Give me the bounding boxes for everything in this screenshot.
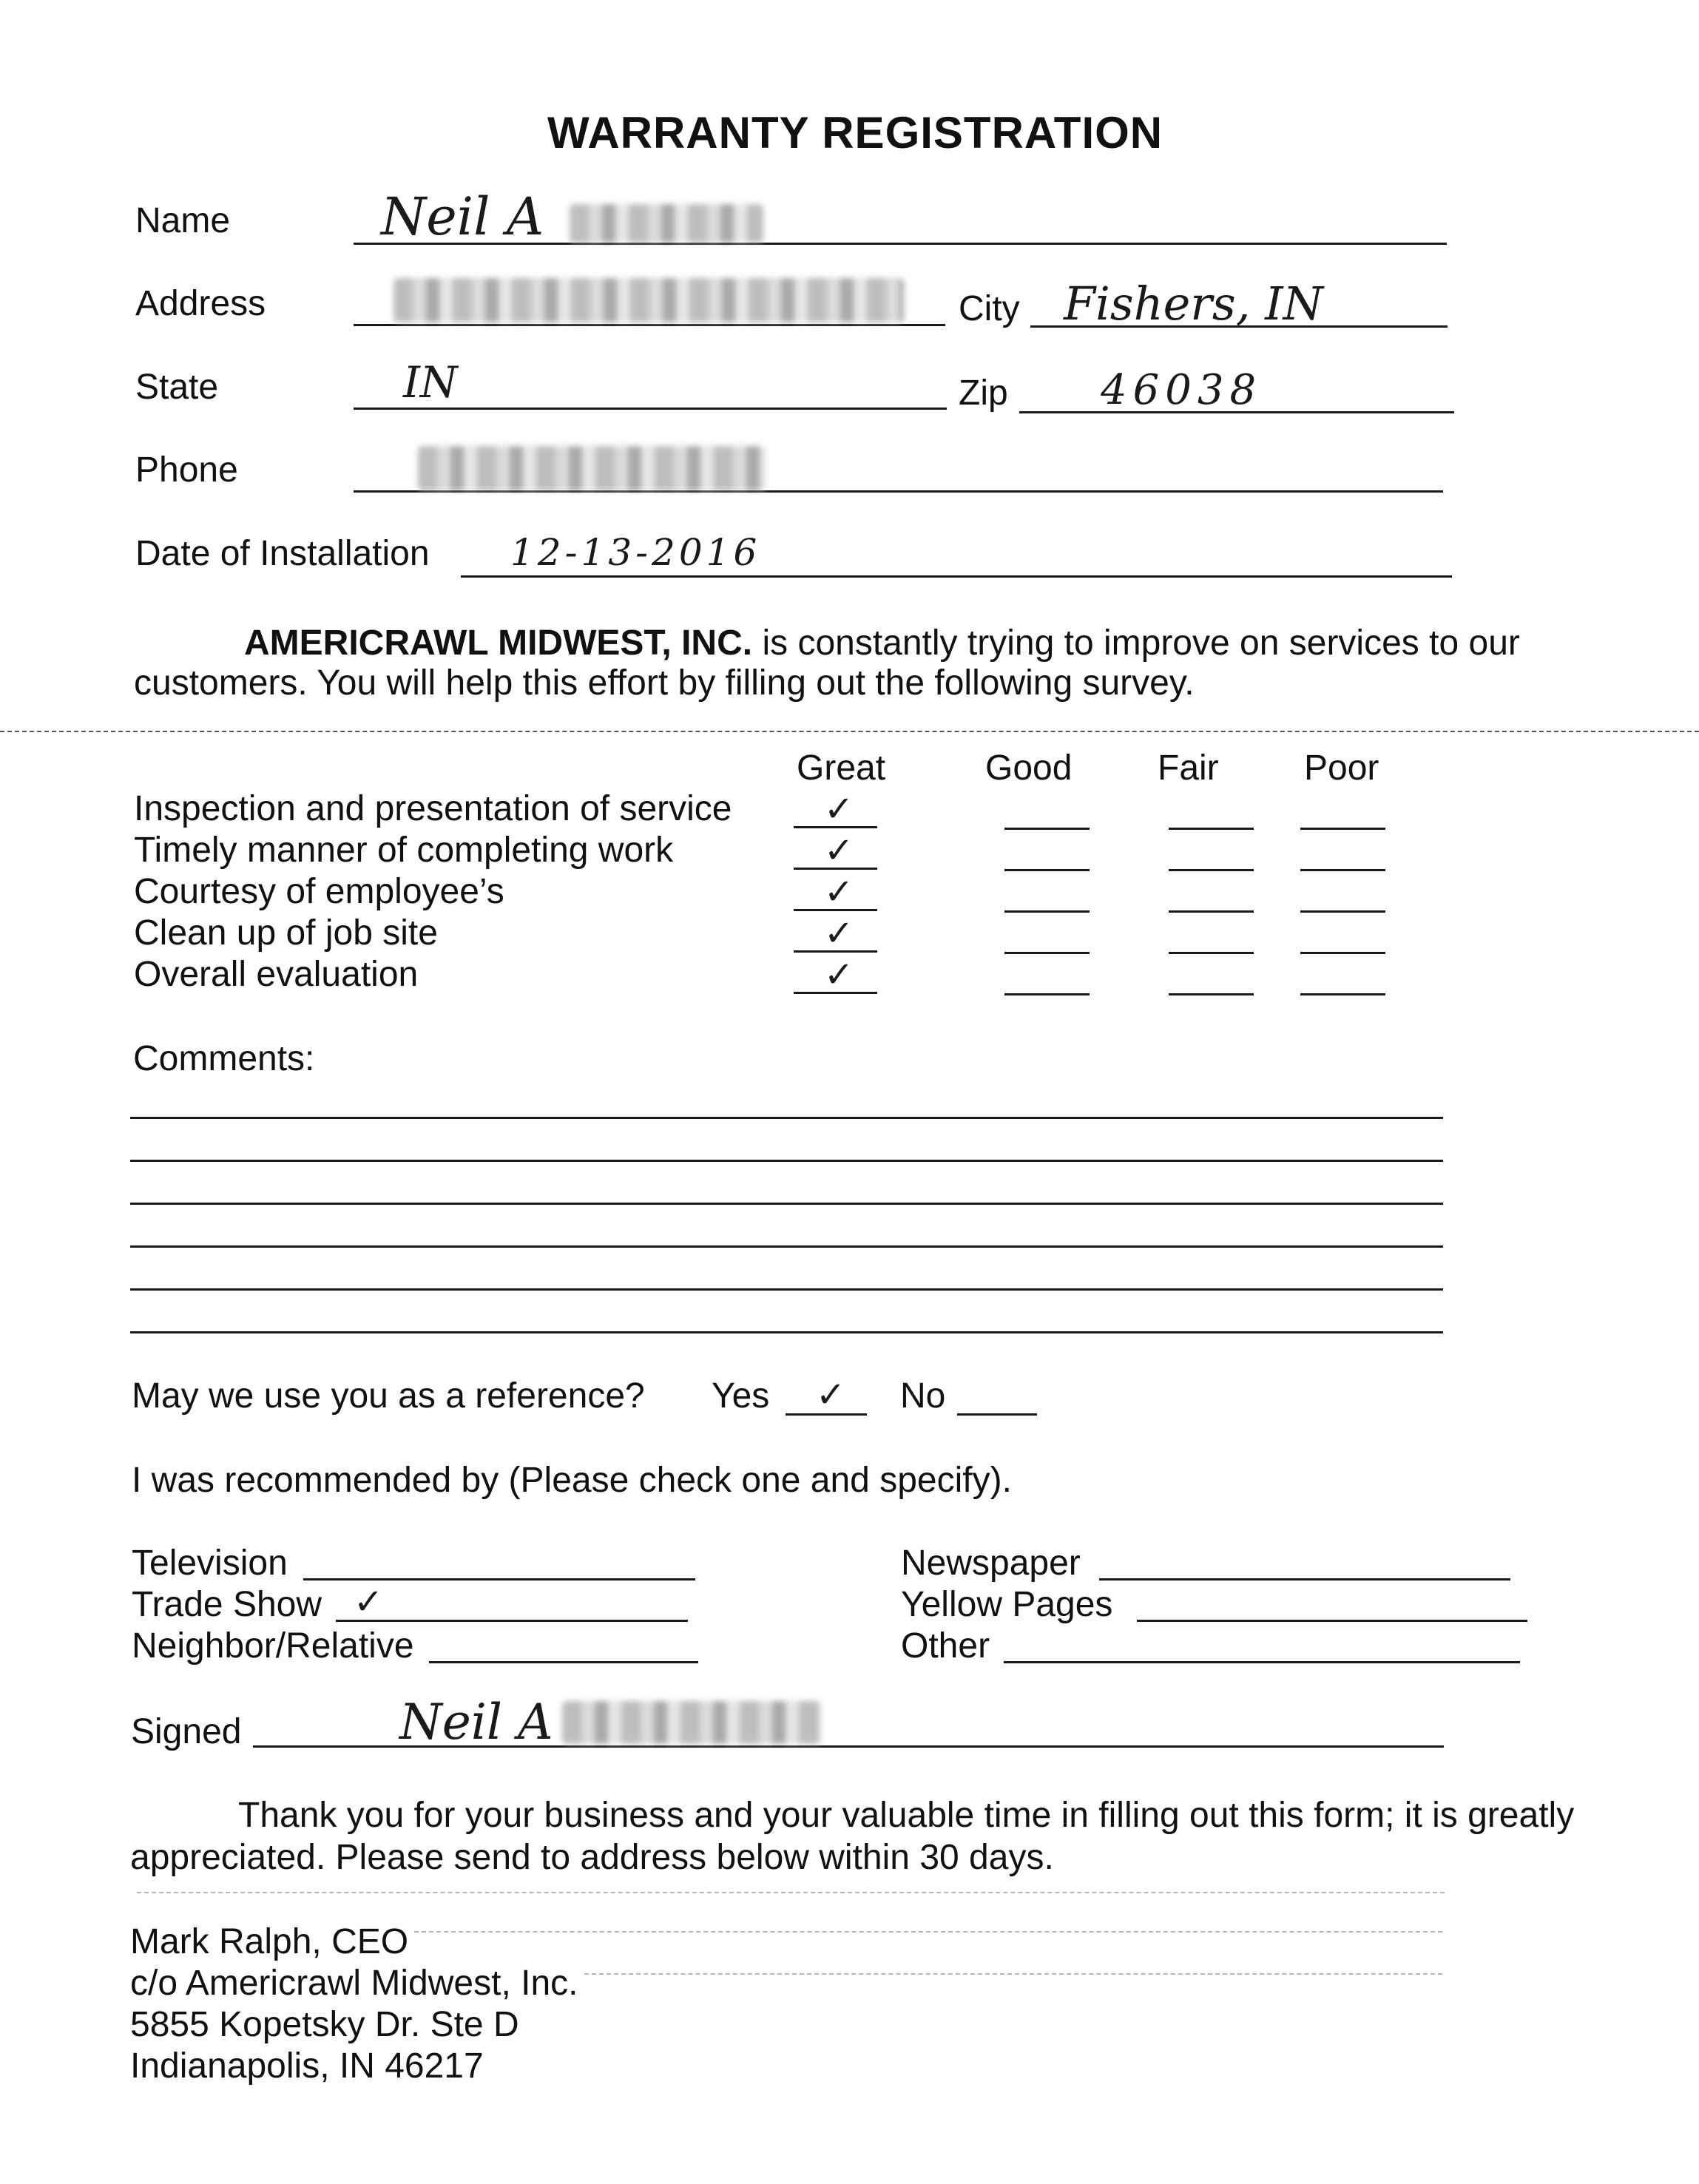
newspaper-blank[interactable] (1099, 1578, 1510, 1580)
survey-row-label: Timely manner of completing work (134, 831, 674, 870)
check-mark: ✓ (816, 1374, 846, 1416)
fair-blank[interactable] (1169, 952, 1254, 954)
survey-row-label: Overall evaluation (134, 955, 419, 994)
option-television: Television (132, 1544, 288, 1583)
name-label: Name (135, 201, 231, 240)
option-newspaper: Newspaper (901, 1544, 1081, 1583)
address-line: Mark Ralph, CEO (130, 1922, 409, 1961)
check-mark: ✓ (824, 830, 854, 871)
other-blank[interactable] (1004, 1661, 1520, 1663)
date-field[interactable] (461, 575, 1452, 578)
scan-artifact-line (137, 1892, 1445, 1893)
phone-label: Phone (135, 450, 238, 490)
comments-line[interactable] (130, 1245, 1443, 1248)
television-blank[interactable] (303, 1578, 695, 1580)
option-other: Other (901, 1626, 990, 1666)
fair-blank[interactable] (1169, 828, 1254, 830)
col-great: Great (797, 748, 886, 788)
reference-question: May we use you as a reference? (132, 1376, 645, 1416)
city-value: Fishers, IN (1064, 277, 1323, 331)
zip-value: 46038 (1101, 366, 1263, 414)
address-field[interactable] (354, 324, 945, 326)
col-fair: Fair (1158, 748, 1219, 788)
poor-blank[interactable] (1300, 910, 1385, 913)
state-value: IN (403, 357, 458, 408)
good-blank[interactable] (1004, 910, 1090, 913)
recommended-prompt: I was recommended by (Please check one and specify). (132, 1461, 1012, 1500)
signed-label: Signed (131, 1712, 242, 1751)
yellow-pages-blank[interactable] (1137, 1620, 1527, 1622)
col-good: Good (985, 748, 1073, 788)
state-field[interactable] (354, 408, 947, 410)
company-name: AMERICRAWL MIDWEST, INC. (244, 623, 753, 663)
option-yellow-pages: Yellow Pages (901, 1585, 1113, 1624)
scan-artifact-line (414, 1931, 1442, 1933)
date-label: Date of Installation (135, 534, 430, 573)
comments-label: Comments: (133, 1039, 315, 1078)
poor-blank[interactable] (1300, 828, 1385, 830)
intro-line-1 (244, 623, 1520, 663)
address-line: Indianapolis, IN 46217 (130, 2046, 484, 2086)
comments-line[interactable] (130, 1331, 1443, 1333)
phone-field[interactable] (354, 490, 1443, 493)
survey-row-label: Courtesy of employee’s (134, 872, 504, 911)
fair-blank[interactable] (1169, 993, 1254, 995)
address-line: c/o Americrawl Midwest, Inc. (130, 1964, 578, 2003)
col-poor: Poor (1304, 748, 1379, 788)
scan-artifact-line (0, 731, 1699, 732)
fair-blank[interactable] (1169, 910, 1254, 913)
thanks-line-1: Thank you for your business and your valuable time in filling out this form; it is greatly (238, 1796, 1575, 1835)
comments-line[interactable] (130, 1203, 1443, 1205)
redacted-name (570, 204, 763, 243)
neighbor-relative-blank[interactable] (429, 1661, 698, 1663)
reference-yes-label: Yes (712, 1376, 770, 1416)
check-mark: ✓ (824, 788, 854, 830)
thanks-line-2: appreciated. Please send to address below within 30 days. (130, 1838, 1054, 1877)
redacted-signature (562, 1701, 821, 1744)
state-label: State (135, 368, 219, 407)
check-mark: ✓ (354, 1581, 384, 1623)
fair-blank[interactable] (1169, 869, 1254, 871)
check-mark: ✓ (824, 871, 854, 913)
poor-blank[interactable] (1300, 869, 1385, 871)
reference-no-label: No (900, 1376, 946, 1416)
address-line: 5855 Kopetsky Dr. Ste D (130, 2005, 519, 2044)
redacted-address (393, 278, 904, 322)
good-blank[interactable] (1004, 993, 1090, 995)
comments-line[interactable] (130, 1160, 1443, 1162)
address-label: Address (135, 284, 266, 323)
good-blank[interactable] (1004, 828, 1090, 830)
signature-value: Neil A (399, 1694, 553, 1751)
poor-blank[interactable] (1300, 952, 1385, 954)
scan-artifact-line (584, 1973, 1442, 1975)
option-trade-show: Trade Show (132, 1585, 322, 1624)
zip-label: Zip (959, 373, 1008, 413)
reference-no-blank[interactable] (957, 1413, 1037, 1416)
comments-line[interactable] (130, 1117, 1443, 1119)
redacted-phone (418, 446, 766, 490)
form-title: WARRANTY REGISTRATION (547, 108, 1163, 158)
intro-line-1-rest: is constantly trying to improve on services to our (762, 623, 1520, 663)
trade-show-blank[interactable] (336, 1620, 688, 1622)
check-mark: ✓ (824, 954, 854, 995)
survey-row-label: Inspection and presentation of service (134, 789, 732, 828)
good-blank[interactable] (1004, 869, 1090, 871)
name-value: Neil A (381, 186, 544, 247)
intro-line-2: customers. You will help this effort by filling out the following survey. (134, 663, 1195, 703)
option-neighbor-relative: Neighbor/Relative (132, 1626, 414, 1666)
date-value: 12-13-2016 (510, 531, 761, 574)
check-mark: ✓ (824, 913, 854, 954)
poor-blank[interactable] (1300, 993, 1385, 995)
city-label: City (959, 289, 1020, 328)
good-blank[interactable] (1004, 952, 1090, 954)
survey-row-label: Clean up of job site (134, 913, 438, 953)
comments-line[interactable] (130, 1288, 1443, 1291)
